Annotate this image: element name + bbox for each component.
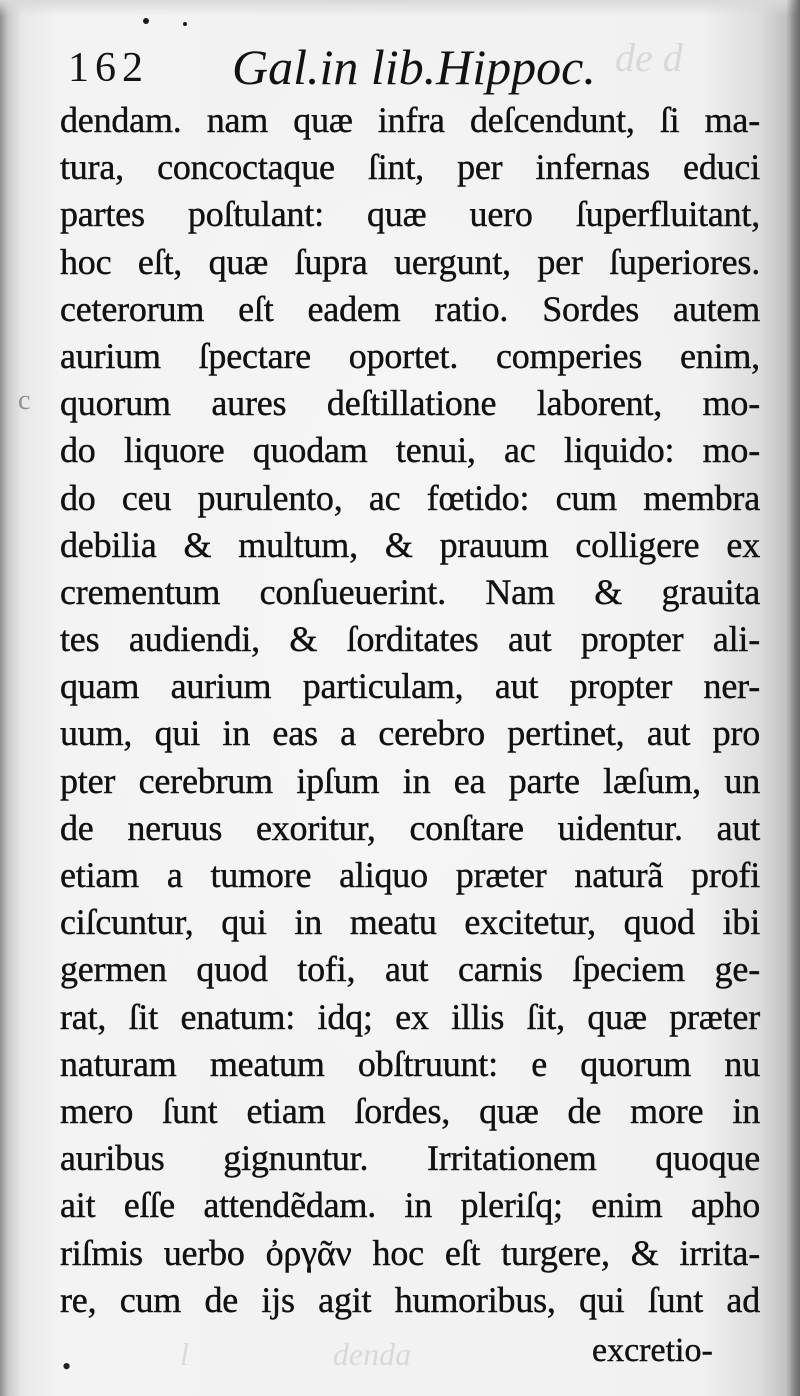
text-line: tura, concoctaque ſint, per infernas educi bbox=[60, 147, 760, 188]
text-line: de neruus exoritur, conſtare uidentur. aut bbox=[60, 807, 760, 848]
ink-speck bbox=[183, 22, 187, 26]
text-line: quorum aures deſtillatione laborent, mo- bbox=[60, 383, 760, 424]
text-line: germen quod tofi, aut carnis ſpeciem ge- bbox=[60, 949, 760, 990]
body-text bbox=[60, 97, 760, 1324]
text-line: quam aurium particulam, aut propter ner- bbox=[60, 666, 760, 707]
text-line: partes poſtulant: quæ uero ſuperfluitant, bbox=[60, 194, 760, 235]
text-line: riſmis uerbo ὀργᾶν hoc eſt turgere, & irrita- bbox=[60, 1232, 760, 1273]
show-through-text-top: de d bbox=[615, 35, 683, 80]
text-line: do ceu purulento, ac fœtido: cum membra bbox=[60, 477, 760, 518]
text-line: aurium ſpectare oportet. comperies enim, bbox=[60, 335, 760, 376]
text-line: do liquore quodam tenui, ac liquido: mo- bbox=[60, 430, 760, 471]
text-line: dendam. nam quæ infra deſcendunt, ſi ma- bbox=[60, 100, 760, 140]
catchword: excretio- bbox=[592, 1332, 713, 1369]
text-line: ceterorum eſt eadem ratio. Sordes autem bbox=[60, 288, 760, 329]
page-number: 162 bbox=[68, 45, 149, 91]
margin-mark: c bbox=[18, 385, 31, 416]
text-line: pter cerebrum ipſum in ea parte læſum, un bbox=[60, 760, 760, 801]
text-line: rat, ſit enatum: idq; ex illis ſit, quæ præter bbox=[60, 996, 760, 1037]
page-gutter-shadow bbox=[786, 0, 800, 1396]
text-line: naturam meatum obſtruunt: e quorum nu bbox=[60, 1043, 760, 1084]
ink-speck bbox=[143, 18, 149, 24]
text-line: debilia & multum, & prauum colligere ex bbox=[60, 524, 760, 565]
text-line: ait eſſe attendẽdam. in pleriſq; enim apho bbox=[60, 1185, 760, 1226]
signature-dot: • bbox=[62, 1352, 72, 1381]
text-line: etiam a tumore aliquo præter naturã profi bbox=[60, 855, 760, 895]
text-line: re, cum de ijs agit humoribus, qui ſunt ad bbox=[60, 1279, 760, 1320]
page-top-shadow bbox=[0, 0, 800, 16]
running-head: Gal.in lib.Hippoc. bbox=[232, 39, 596, 95]
show-through-text-bottom: l denda bbox=[180, 1336, 412, 1372]
text-line: hoc eſt, quæ ſupra uergunt, per ſuperiores. bbox=[60, 241, 760, 282]
text-line: tes audiendi, & ſorditates aut propter ali- bbox=[60, 619, 760, 660]
text-line: uum, qui in eas a cerebro pertinet, aut pro bbox=[60, 713, 760, 754]
page-header bbox=[68, 38, 708, 102]
text-line: mero ſunt etiam ſordes, quæ de more in bbox=[60, 1090, 760, 1131]
text-line: crementum conſueuerint. Nam & grauita bbox=[60, 571, 760, 612]
text-line: auribus gignuntur. Irritationem quoque bbox=[60, 1138, 760, 1179]
text-line: ciſcuntur, qui in meatu excitetur, quod ibi bbox=[60, 902, 760, 943]
